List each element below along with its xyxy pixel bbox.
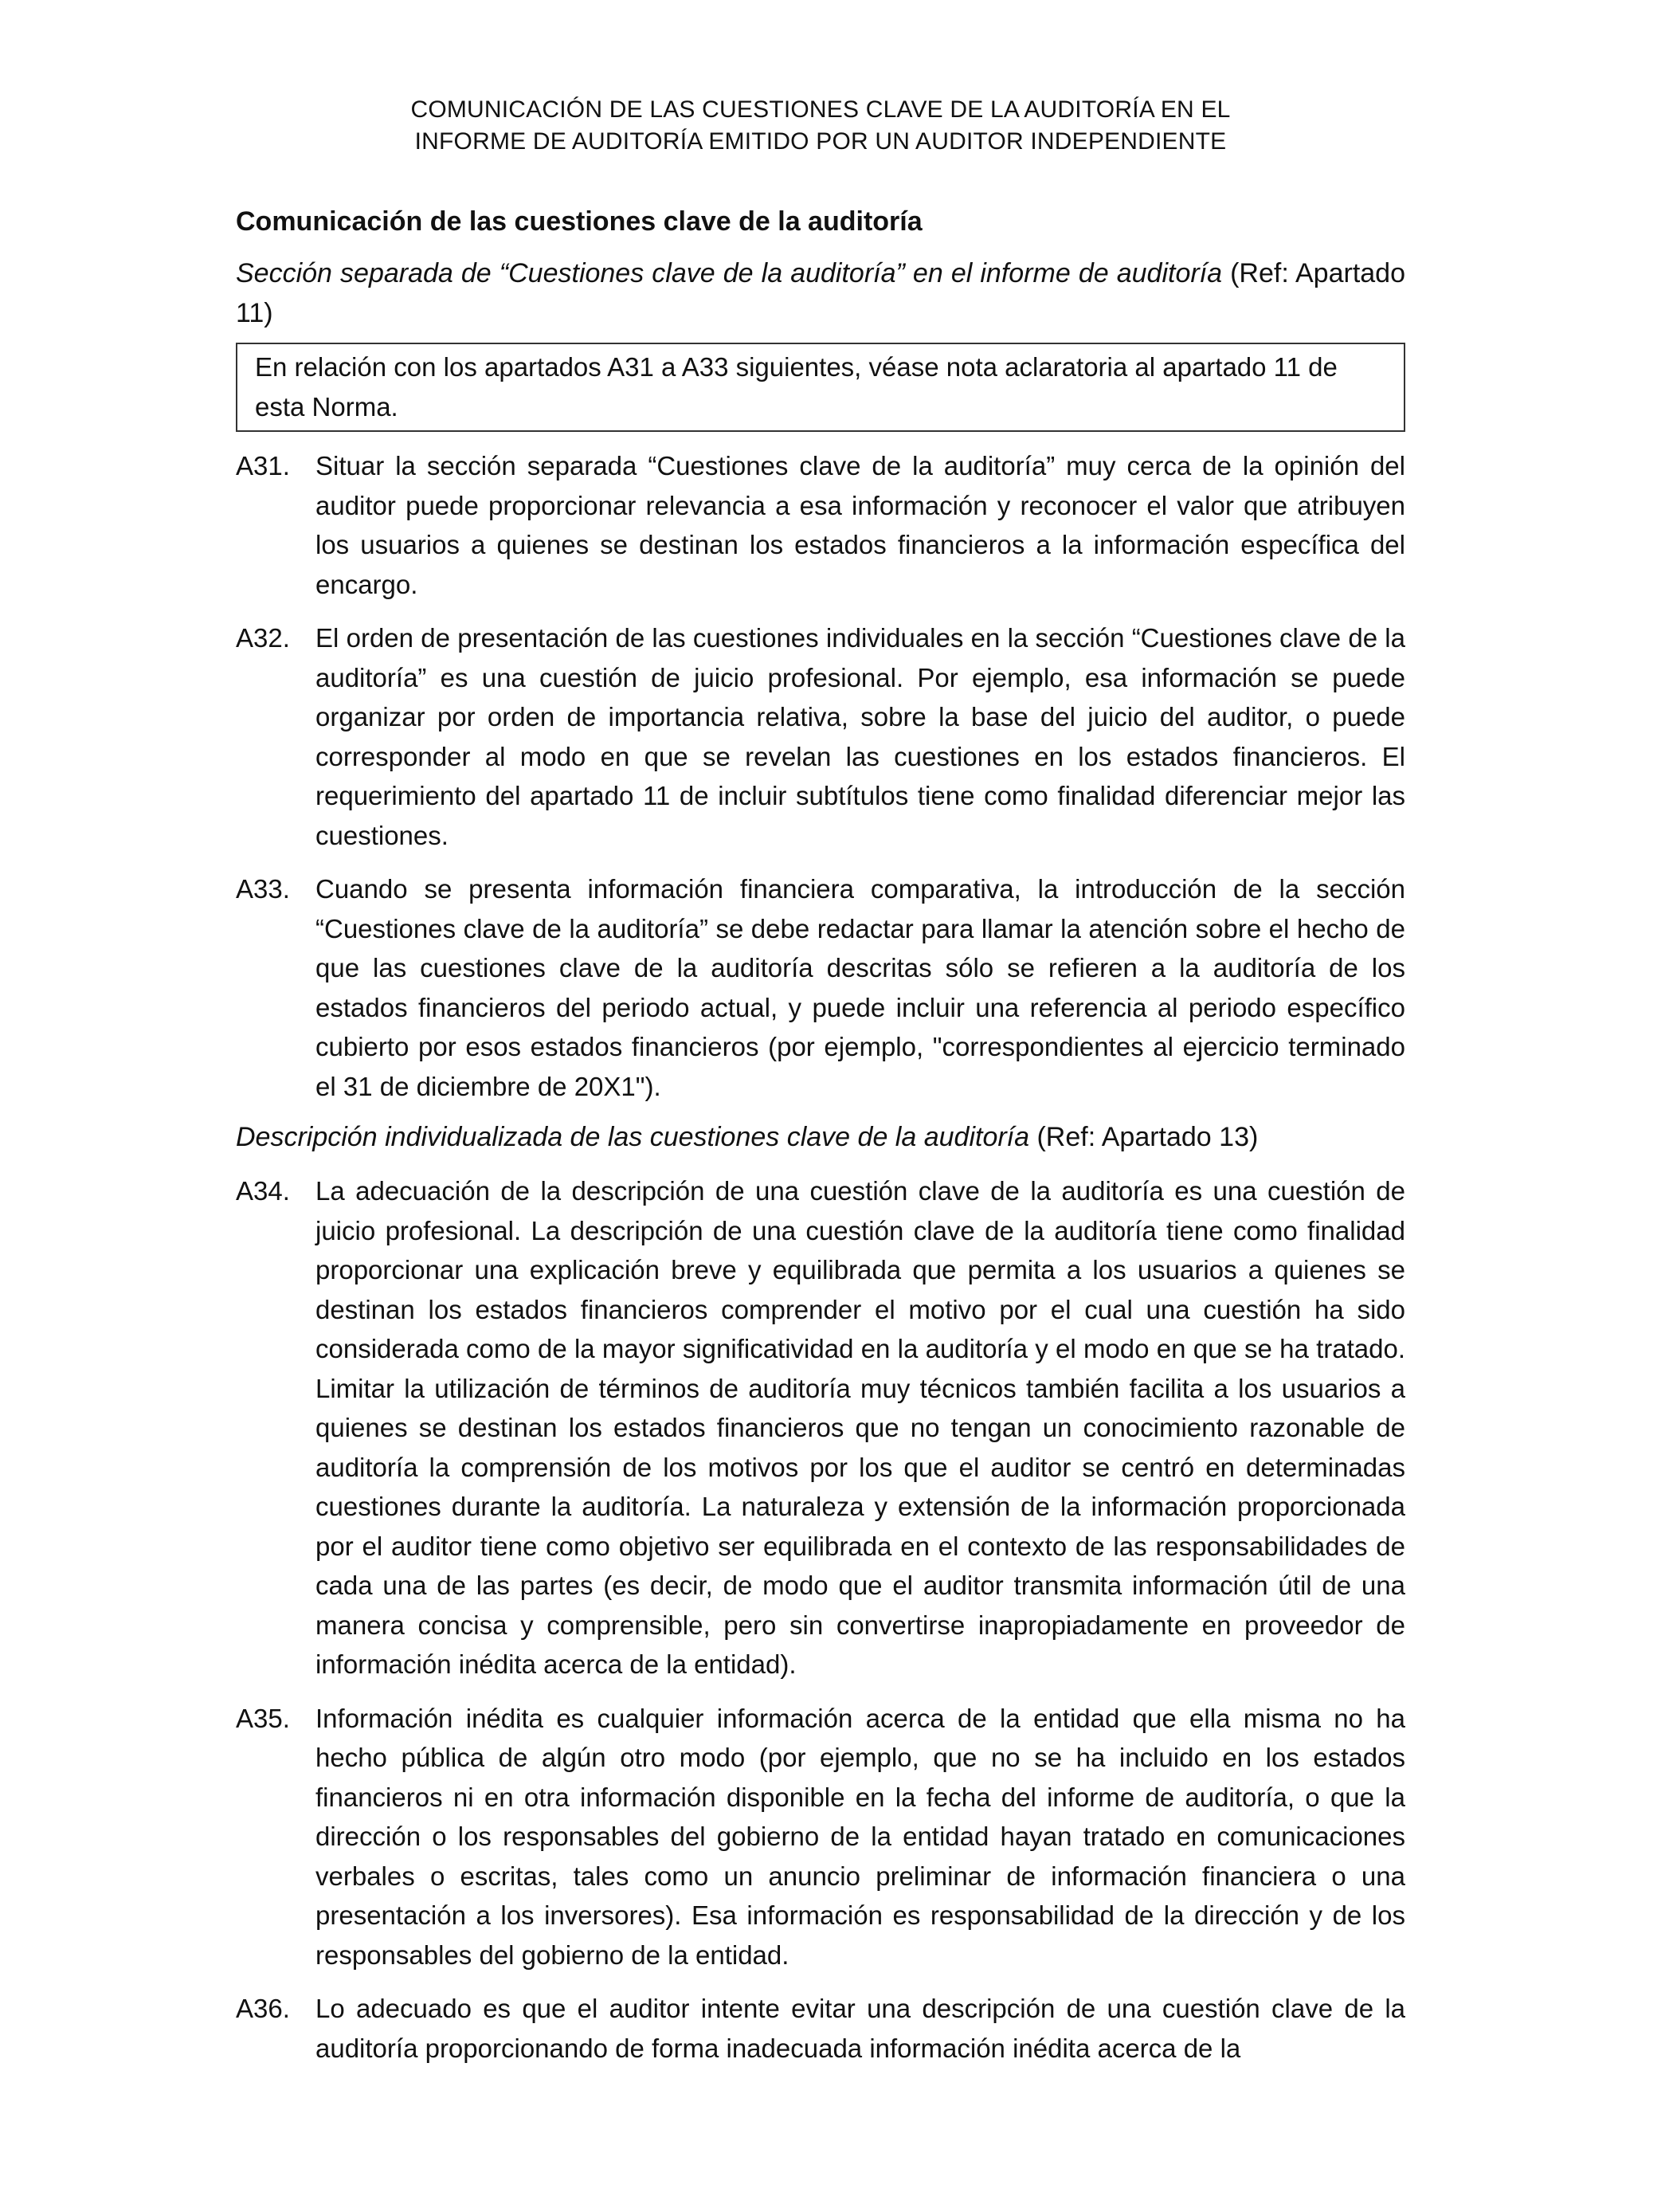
paragraph-a35	[236, 1699, 1405, 1975]
subsection-heading-italic: Descripción individualizada de las cuestiones clave de la auditoría	[236, 1122, 1030, 1152]
section-title: Comunicación de las cuestiones clave de la auditoría	[236, 206, 923, 237]
paragraph-a31	[236, 446, 1405, 604]
paragraph-text: Situar la sección separada “Cuestiones clave de la auditoría” muy cerca de la opinión del auditor puede proporcionar relevancia a esa información y reconocer el valor que atribuyen los usuarios a quienes se destinan los estados financieros a la información específica del encargo.	[315, 451, 1405, 599]
paragraph-number: A31.	[236, 451, 290, 480]
paragraph-number: A33.	[236, 874, 290, 904]
document-page	[236, 94, 1405, 2068]
subsection-heading-ref: (Ref: Apartado 11)	[236, 258, 1405, 328]
paragraph-a34	[236, 1171, 1405, 1684]
note-box: En relación con los apartados A31 a A33 siguientes, véase nota aclaratoria al apartado 11 de esta Norma.	[236, 343, 1405, 432]
paragraph-a33	[236, 869, 1405, 1106]
subsection-heading-italic: Sección separada de “Cuestiones clave de la auditoría” en el informe de auditoría	[236, 258, 1223, 288]
page-header	[236, 94, 1405, 158]
subsection-heading-separate-section	[236, 253, 1405, 333]
paragraph-number: A36.	[236, 1994, 290, 2023]
subsection-heading-ref: (Ref: Apartado 13)	[1029, 1122, 1259, 1152]
header-line-1: COMUNICACIÓN DE LAS CUESTIONES CLAVE DE LA AUDITORÍA EN EL	[410, 96, 1231, 123]
paragraph-text: Cuando se presenta información financiera comparativa, la introducción de la sección “Cuestiones clave de la auditoría” se debe redactar para llamar la atención sobre el hecho de que las cuestiones clave de la auditoría descritas sólo se refieren a la auditoría de los estados financieros del periodo actual, y puede incluir una referencia al periodo específico cubierto por esos estados financieros (por ejemplo, "correspondientes al ejercicio terminado el 31 de diciembre de 20X1").	[315, 874, 1405, 1101]
paragraph-number: A34.	[236, 1176, 290, 1206]
paragraph-text: Información inédita es cualquier información acerca de la entidad que ella misma no ha hecho pública de algún otro modo (por ejemplo, que no se ha incluido en los estados financieros ni en otra información disponible en la fecha del informe de auditoría, o que la dirección o los responsables del gobierno de la entidad hayan tratado en comunicaciones verbales o escritas, tales como un anuncio preliminar de información financiera o una presentación a los inversores). Esa información es responsabilidad de la dirección y de los responsables del gobierno de la entidad.	[315, 1703, 1405, 1970]
paragraph-number: A32.	[236, 623, 290, 653]
paragraph-text: La adecuación de la descripción de una cuestión clave de la auditoría es una cuestión de juicio profesional. La descripción de una cuestión clave de la auditoría tiene como finalidad proporcionar una explicación breve y equilibrada que permita a los usuarios a quienes se destinan los estados financieros comprender el motivo por el cual una cuestión ha sido considerada como de la mayor significatividad en la auditoría y el modo en que se ha tratado. Limitar la utilización de términos de auditoría muy técnicos también facilita a los usuarios a quienes se destinan los estados financieros que no tengan un conocimiento razonable de auditoría la comprensión de los motivos por los que el auditor se centró en determinadas cuestiones durante la auditoría. La naturaleza y extensión de la información proporcionada por el auditor tiene como objetivo ser equilibrada en el contexto de las responsabilidades de cada una de las partes (es decir, de modo que el auditor transmita información útil de una manera concisa y comprensible, pero sin convertirse inapropiadamente en proveedor de información inédita acerca de la entidad).	[315, 1176, 1405, 1679]
paragraph-number: A35.	[236, 1703, 290, 1733]
header-line-2: INFORME DE AUDITORÍA EMITIDO POR UN AUDITOR INDEPENDIENTE	[414, 128, 1227, 155]
subsection-heading-individual-description	[236, 1117, 1405, 1157]
paragraph-text: Lo adecuado es que el auditor intente evitar una descripción de una cuestión clave de la auditoría proporcionando de forma inadecuada información inédita acerca de la	[315, 1994, 1405, 2063]
paragraph-text: El orden de presentación de las cuestiones individuales en la sección “Cuestiones clave de la auditoría” es una cuestión de juicio profesional. Por ejemplo, esa información se puede organizar por orden de importancia relativa, sobre la base del juicio del auditor, o puede corresponder al modo en que se revelan las cuestiones en los estados financieros. El requerimiento del apartado 11 de incluir subtítulos tiene como finalidad diferenciar mejor las cuestiones.	[315, 623, 1405, 850]
paragraph-a32	[236, 618, 1405, 855]
paragraph-a36	[236, 1989, 1405, 2068]
